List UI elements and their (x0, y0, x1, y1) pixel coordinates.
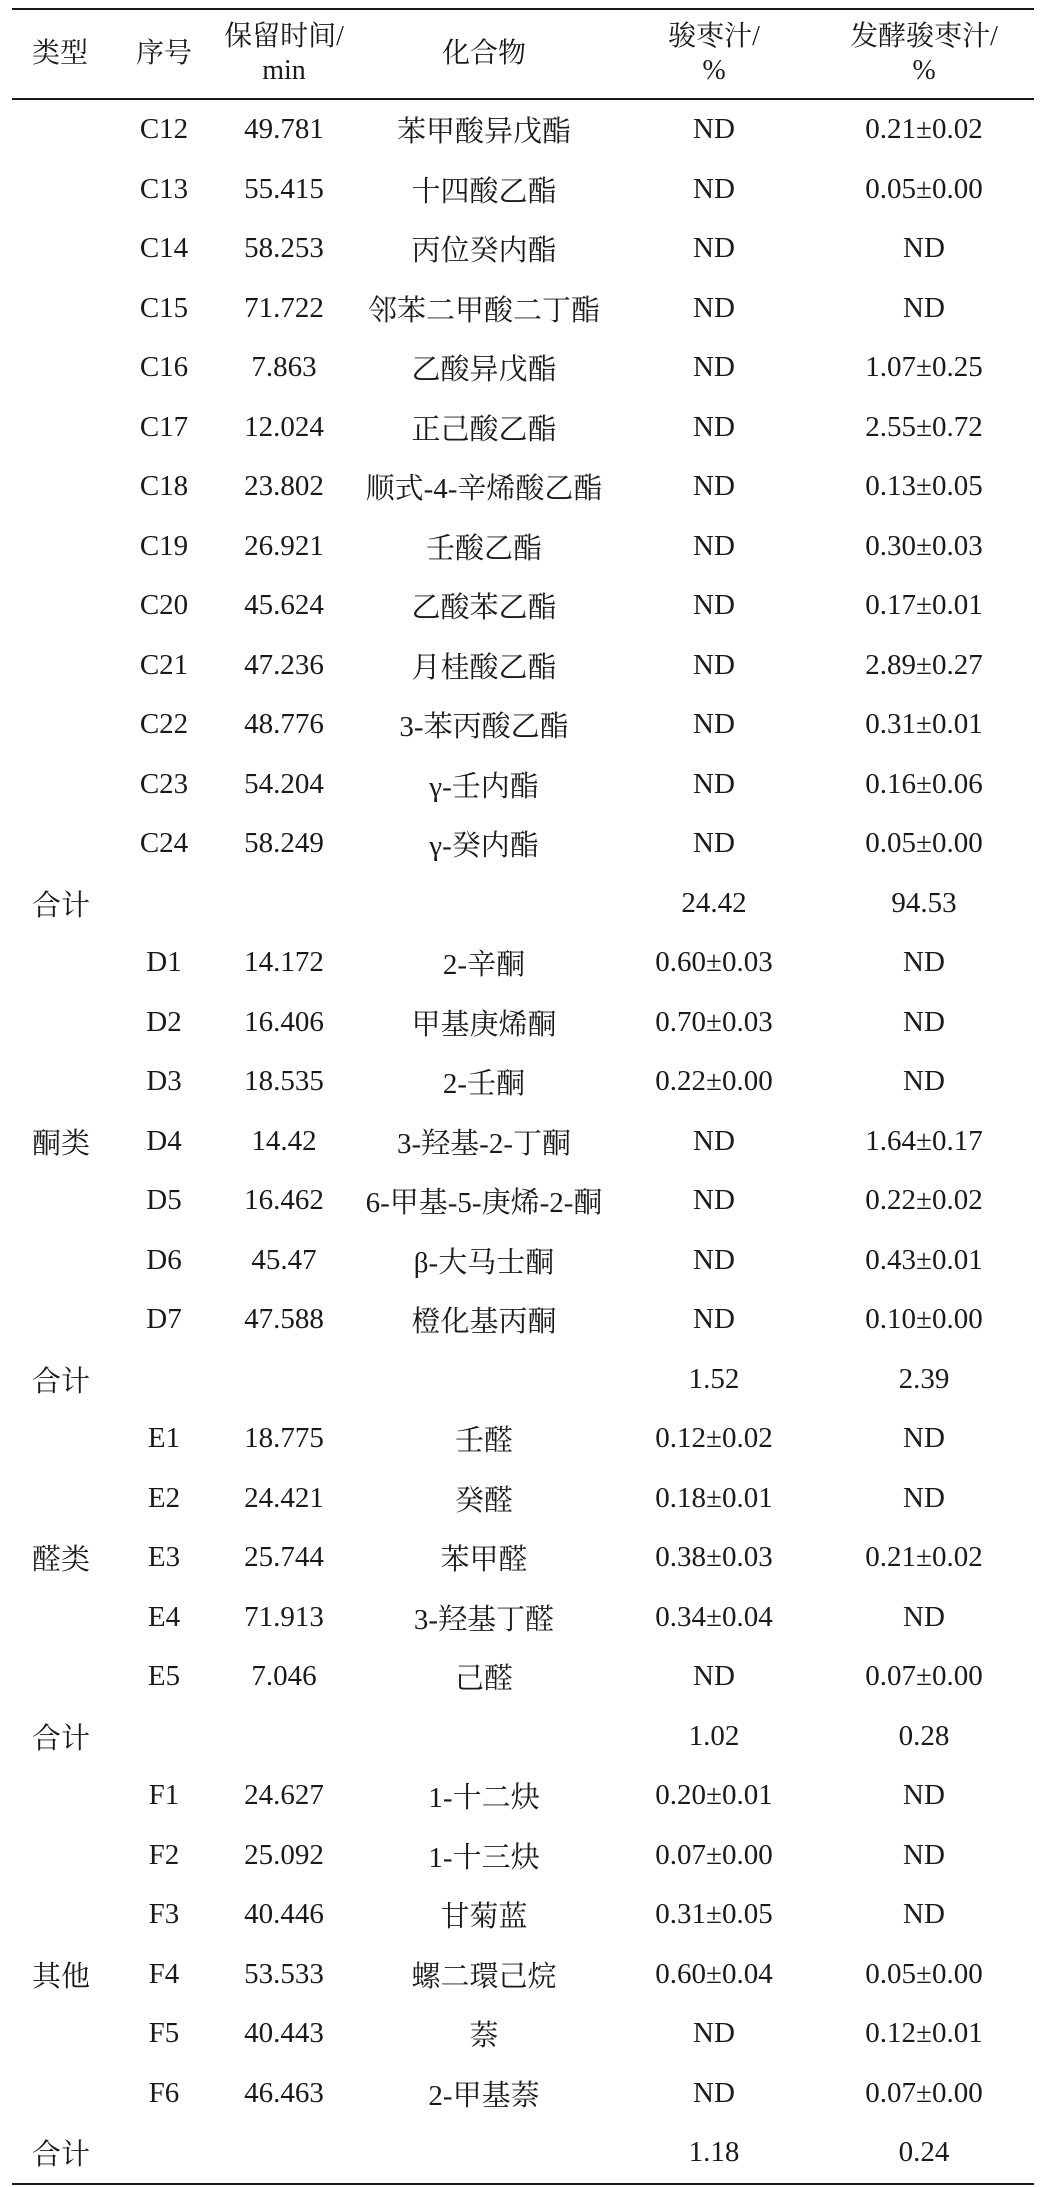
fermented-juice-value: ND (903, 1600, 945, 1633)
table-row (12, 814, 1034, 874)
retention-time-cell: 16.406 (244, 1005, 324, 1038)
jujube-juice-value: ND (693, 1124, 735, 1157)
retention-time-cell: 40.446 (244, 1898, 324, 1931)
fermented-juice-value: 94.53 (891, 886, 957, 919)
code-cell: F4 (148, 1957, 180, 1990)
compound-cell: 甘菊蓝 (440, 1901, 528, 1934)
fermented-juice-value: 0.28 (898, 1719, 950, 1752)
compound-cell: 壬醛 (454, 1425, 513, 1458)
jujube-juice-value: 1.52 (688, 1362, 740, 1395)
retention-time-cell: 25.744 (244, 1541, 324, 1574)
retention-time-cell: 47.236 (244, 648, 324, 681)
volatile-compounds-table (12, 8, 1034, 2185)
type-cell (12, 576, 114, 636)
table-row (12, 1588, 1034, 1648)
jujube-juice-value: ND (693, 1660, 735, 1693)
compound-cell: 2-辛酮 (442, 949, 526, 982)
header-jujube-juice (614, 9, 814, 99)
jujube-juice-value: ND (693, 232, 735, 265)
fermented-juice-value: ND (903, 1065, 945, 1098)
compound-cell (354, 874, 614, 934)
code-cell: D2 (146, 1005, 182, 1038)
retention-time-cell (214, 1350, 354, 1410)
jujube-juice-value: 0.38±0.03 (655, 1541, 773, 1574)
type-cell: 酮类 (32, 1127, 91, 1160)
jujube-juice-value: ND (693, 648, 735, 681)
type-cell: 醛类 (32, 1544, 91, 1577)
jujube-juice-value: ND (693, 2076, 735, 2109)
table-row (12, 1528, 1034, 1588)
code-cell: C16 (139, 351, 189, 384)
type-cell (12, 457, 114, 517)
retention-time-cell (214, 874, 354, 934)
table-row (12, 99, 1034, 160)
retention-time-cell: 71.722 (244, 291, 324, 324)
fermented-juice-value: 0.05±0.00 (865, 827, 983, 860)
fermented-juice-value: ND (903, 1898, 945, 1931)
type-cell (12, 1290, 114, 1350)
compound-cell: 乙酸苯乙酯 (411, 592, 557, 625)
compound-cell: 邻苯二甲酸二丁酯 (367, 294, 600, 327)
type-cell: 其他 (32, 1960, 91, 1993)
total-row (12, 2123, 1034, 2184)
table-body (12, 99, 1034, 2184)
type-cell (12, 1766, 114, 1826)
code-cell: C23 (139, 767, 189, 800)
retention-time-cell: 23.802 (244, 470, 324, 503)
table-row (12, 457, 1034, 517)
type-cell: 合计 (32, 889, 91, 922)
fermented-juice-value: ND (903, 946, 945, 979)
jujube-juice-value: ND (693, 1243, 735, 1276)
jujube-juice-value: 1.02 (688, 1719, 740, 1752)
code-cell: C20 (139, 589, 189, 622)
table-row (12, 1409, 1034, 1469)
jujube-juice-value: ND (693, 1303, 735, 1336)
header-fermented-juice (814, 9, 1034, 99)
table-row (12, 576, 1034, 636)
fermented-juice-value: 0.30±0.03 (865, 529, 983, 562)
fermented-juice-value: ND (903, 1481, 945, 1514)
code-cell: C12 (139, 113, 189, 146)
retention-time-cell: 12.024 (244, 410, 324, 443)
fermented-juice-value: ND (903, 291, 945, 324)
compound-cell: 壬酸乙酯 (425, 532, 542, 565)
type-cell (12, 2004, 114, 2064)
type-cell (12, 517, 114, 577)
table-row (12, 695, 1034, 755)
table-header-row (12, 9, 1034, 99)
type-cell (12, 279, 114, 339)
fermented-juice-value: ND (903, 1005, 945, 1038)
fermented-juice-value: 0.05±0.00 (865, 1957, 983, 1990)
fermented-juice-value: 0.43±0.01 (865, 1243, 983, 1276)
type-cell (12, 755, 114, 815)
compound-cell: 甲基庚烯酮 (411, 1008, 557, 1041)
compound-cell: 苯甲醛 (440, 1544, 528, 1577)
compound-cell: 癸醛 (454, 1484, 513, 1517)
type-cell (12, 99, 114, 160)
jujube-juice-value: ND (693, 470, 735, 503)
jujube-juice-value: ND (693, 113, 735, 146)
jujube-juice-value: ND (693, 2017, 735, 2050)
fermented-juice-value: 0.31±0.01 (865, 708, 983, 741)
code-cell: D7 (146, 1303, 182, 1336)
retention-time-cell: 58.249 (244, 827, 324, 860)
jujube-juice-value: 1.18 (614, 2123, 814, 2184)
type-cell (12, 2064, 114, 2124)
retention-time-cell: 24.421 (244, 1481, 324, 1514)
code-cell: C13 (139, 172, 189, 205)
compound-cell: 3-苯丙酸乙酯 (399, 711, 569, 744)
type-cell (12, 1588, 114, 1648)
jujube-juice-value: 0.31±0.05 (655, 1898, 773, 1931)
type-cell: 合计 (12, 2123, 114, 2184)
code-cell: C17 (139, 410, 189, 443)
fermented-juice-value: 2.89±0.27 (865, 648, 983, 681)
table-row (12, 636, 1034, 696)
jujube-juice-value: ND (693, 767, 735, 800)
header-jujube-juice-line2: % (702, 55, 726, 86)
jujube-juice-value: ND (693, 708, 735, 741)
type-cell (12, 160, 114, 220)
table-row (12, 1766, 1034, 1826)
type-cell: 合计 (32, 1722, 91, 1755)
code-cell: C15 (139, 291, 189, 324)
jujube-juice-value: ND (693, 529, 735, 562)
type-cell (12, 1826, 114, 1886)
compound-cell: 萘 (469, 2020, 499, 2053)
fermented-juice-value: 0.24 (814, 2123, 1034, 2184)
fermented-juice-value: 1.64±0.17 (865, 1124, 983, 1157)
compound-cell: 6-甲基-5-庚烯-2-酮 (365, 1187, 603, 1220)
fermented-juice-value: 0.22±0.02 (865, 1184, 983, 1217)
code-cell: D6 (146, 1243, 182, 1276)
type-cell: 合计 (32, 1365, 91, 1398)
table-row (12, 755, 1034, 815)
code-cell: E1 (147, 1422, 181, 1455)
table-row (12, 1647, 1034, 1707)
code-cell: E3 (147, 1541, 181, 1574)
compound-cell: 1-十二炔 (428, 1782, 540, 1815)
jujube-juice-value: 0.60±0.03 (655, 946, 773, 979)
retention-time-cell: 14.172 (244, 946, 324, 979)
table-row (12, 1171, 1034, 1231)
jujube-juice-value: ND (693, 827, 735, 860)
fermented-juice-value: 0.05±0.00 (865, 172, 983, 205)
header-fermented-juice-line1: 发酵骏枣汁/ (850, 21, 998, 52)
jujube-juice-value: 0.70±0.03 (655, 1005, 773, 1038)
fermented-juice-value: 1.07±0.25 (865, 351, 983, 384)
table-row (12, 993, 1034, 1053)
code-cell: D4 (146, 1124, 182, 1157)
table-row (12, 160, 1034, 220)
compound-cell: β-大马士酮 (413, 1246, 555, 1279)
retention-time-cell: 16.462 (244, 1184, 324, 1217)
total-row (12, 1707, 1034, 1767)
jujube-juice-value: ND (693, 589, 735, 622)
retention-time-cell: 45.47 (251, 1243, 317, 1276)
retention-time-cell: 40.443 (244, 2017, 324, 2050)
fermented-juice-value: 0.17±0.01 (865, 589, 983, 622)
code-cell: F2 (148, 1838, 180, 1871)
retention-time-cell: 58.253 (244, 232, 324, 265)
table-row (12, 2004, 1034, 2064)
retention-time-cell: 71.913 (244, 1600, 324, 1633)
code-cell: D3 (146, 1065, 182, 1098)
fermented-juice-value: 0.07±0.00 (865, 1660, 983, 1693)
jujube-juice-value: ND (693, 1184, 735, 1217)
type-cell (12, 219, 114, 279)
compound-cell: 正己酸乙酯 (411, 413, 557, 446)
table-row (12, 2064, 1034, 2124)
compound-cell (354, 1350, 614, 1410)
compound-cell: γ-壬内酯 (429, 770, 539, 803)
table-row (12, 1290, 1034, 1350)
code-cell: E5 (147, 1660, 181, 1693)
compound-cell: 3-羟基-2-丁酮 (397, 1127, 571, 1160)
compound-cell: 3-羟基丁醛 (413, 1603, 555, 1636)
code-cell (114, 1707, 214, 1767)
fermented-juice-value: 2.39 (898, 1362, 950, 1395)
compound-cell: 2-壬酮 (442, 1068, 526, 1101)
header-jujube-juice-line1: 骏枣汁/ (668, 21, 760, 52)
table-row (12, 1885, 1034, 1945)
type-cell (12, 814, 114, 874)
retention-time-cell: 47.588 (244, 1303, 324, 1336)
code-cell (114, 874, 214, 934)
code-cell: F3 (148, 1898, 180, 1931)
code-cell: F1 (148, 1779, 180, 1812)
jujube-juice-value: 0.22±0.00 (655, 1065, 773, 1098)
compound-cell: 乙酸异戊酯 (411, 354, 557, 387)
jujube-juice-value: ND (693, 291, 735, 324)
table-row (12, 279, 1034, 339)
retention-time-cell: 14.42 (251, 1124, 317, 1157)
compound-cell (354, 2123, 614, 2184)
retention-time-cell: 25.092 (244, 1838, 324, 1871)
compound-cell: 橙化基丙酮 (411, 1306, 557, 1339)
code-cell: D1 (146, 946, 182, 979)
type-cell (12, 398, 114, 458)
jujube-juice-value: 0.20±0.01 (655, 1779, 773, 1812)
total-row (12, 874, 1034, 934)
retention-time-cell: 7.046 (251, 1660, 317, 1693)
jujube-juice-value: 0.07±0.00 (655, 1838, 773, 1871)
jujube-juice-value: ND (693, 172, 735, 205)
header-compound: 化合物 (354, 9, 614, 99)
code-cell (114, 1350, 214, 1410)
header-retention-time-line1: 保留时间/ (224, 21, 344, 52)
compound-cell: 螺二環己烷 (411, 1960, 557, 1993)
fermented-juice-value: 2.55±0.72 (865, 410, 983, 443)
retention-time-cell: 24.627 (244, 1779, 324, 1812)
jujube-juice-value: ND (693, 410, 735, 443)
compound-cell: 苯甲酸异戊酯 (396, 116, 571, 149)
table-row (12, 1945, 1034, 2005)
table-row (12, 1231, 1034, 1291)
header-code: 序号 (114, 9, 214, 99)
table-row (12, 1469, 1034, 1529)
code-cell: F6 (148, 2076, 180, 2109)
fermented-juice-value: ND (903, 1422, 945, 1455)
code-cell (114, 2123, 214, 2184)
code-cell: C24 (139, 827, 189, 860)
jujube-juice-value: 24.42 (681, 886, 747, 919)
jujube-juice-value: 0.12±0.02 (655, 1422, 773, 1455)
fermented-juice-value: 0.10±0.00 (865, 1303, 983, 1336)
table-row (12, 933, 1034, 993)
retention-time-cell: 55.415 (244, 172, 324, 205)
table-row (12, 517, 1034, 577)
type-cell (12, 1231, 114, 1291)
header-retention-time (214, 9, 354, 99)
retention-time-cell: 49.781 (244, 113, 324, 146)
compound-cell: 十四酸乙酯 (411, 175, 557, 208)
table-row (12, 398, 1034, 458)
retention-time-cell: 48.776 (244, 708, 324, 741)
header-retention-time-line2: min (262, 55, 306, 86)
type-cell (12, 695, 114, 755)
compound-cell: 己醛 (454, 1663, 513, 1696)
code-cell: C21 (139, 648, 189, 681)
jujube-juice-value: ND (693, 351, 735, 384)
compound-cell (354, 1707, 614, 1767)
header-type: 类型 (12, 9, 114, 99)
table-row (12, 338, 1034, 398)
fermented-juice-value: 0.21±0.02 (865, 113, 983, 146)
retention-time-cell: 18.535 (244, 1065, 324, 1098)
compound-cell: 丙位癸内酯 (411, 235, 557, 268)
retention-time-cell: 7.863 (251, 351, 317, 384)
jujube-juice-value: 0.34±0.04 (655, 1600, 773, 1633)
code-cell: C18 (139, 470, 189, 503)
type-cell (12, 1647, 114, 1707)
retention-time-cell: 54.204 (244, 767, 324, 800)
fermented-juice-value: 0.16±0.06 (865, 767, 983, 800)
retention-time-cell: 26.921 (244, 529, 324, 562)
compound-cell: 2-甲基萘 (428, 2079, 540, 2112)
code-cell: C22 (139, 708, 189, 741)
fermented-juice-value: 0.07±0.00 (865, 2076, 983, 2109)
type-cell (12, 636, 114, 696)
compound-cell: 1-十三炔 (428, 1841, 540, 1874)
fermented-juice-value: ND (903, 232, 945, 265)
total-row (12, 1350, 1034, 1410)
table-row (12, 219, 1034, 279)
jujube-juice-value: 0.60±0.04 (655, 1957, 773, 1990)
fermented-juice-value: 0.21±0.02 (865, 1541, 983, 1574)
retention-time-cell: 18.775 (244, 1422, 324, 1455)
type-cell (12, 1171, 114, 1231)
code-cell: F5 (148, 2017, 180, 2050)
table-row (12, 1112, 1034, 1172)
table-row (12, 1052, 1034, 1112)
jujube-juice-value: 0.18±0.01 (655, 1481, 773, 1514)
fermented-juice-value: ND (903, 1779, 945, 1812)
fermented-juice-value: 0.12±0.01 (865, 2017, 983, 2050)
type-cell (12, 933, 114, 993)
retention-time-cell (214, 1707, 354, 1767)
fermented-juice-value: ND (903, 1838, 945, 1871)
type-cell (12, 993, 114, 1053)
retention-time-cell (214, 2123, 354, 2184)
type-cell (12, 1469, 114, 1529)
type-cell (12, 1885, 114, 1945)
retention-time-cell: 53.533 (244, 1957, 324, 1990)
code-cell: D5 (146, 1184, 182, 1217)
table-row (12, 1826, 1034, 1886)
code-cell: E2 (147, 1481, 181, 1514)
compound-cell: 顺式-4-辛烯酸乙酯 (365, 473, 603, 506)
compound-cell: γ-癸内酯 (429, 830, 539, 863)
code-cell: C14 (139, 232, 189, 265)
code-cell: E4 (147, 1600, 181, 1633)
header-fermented-juice-line2: % (912, 55, 936, 86)
code-cell: C19 (139, 529, 189, 562)
type-cell (12, 1409, 114, 1469)
type-cell (12, 1052, 114, 1112)
type-cell (12, 338, 114, 398)
fermented-juice-value: 0.13±0.05 (865, 470, 983, 503)
retention-time-cell: 46.463 (244, 2076, 324, 2109)
retention-time-cell: 45.624 (244, 589, 324, 622)
compound-cell: 月桂酸乙酯 (411, 651, 557, 684)
